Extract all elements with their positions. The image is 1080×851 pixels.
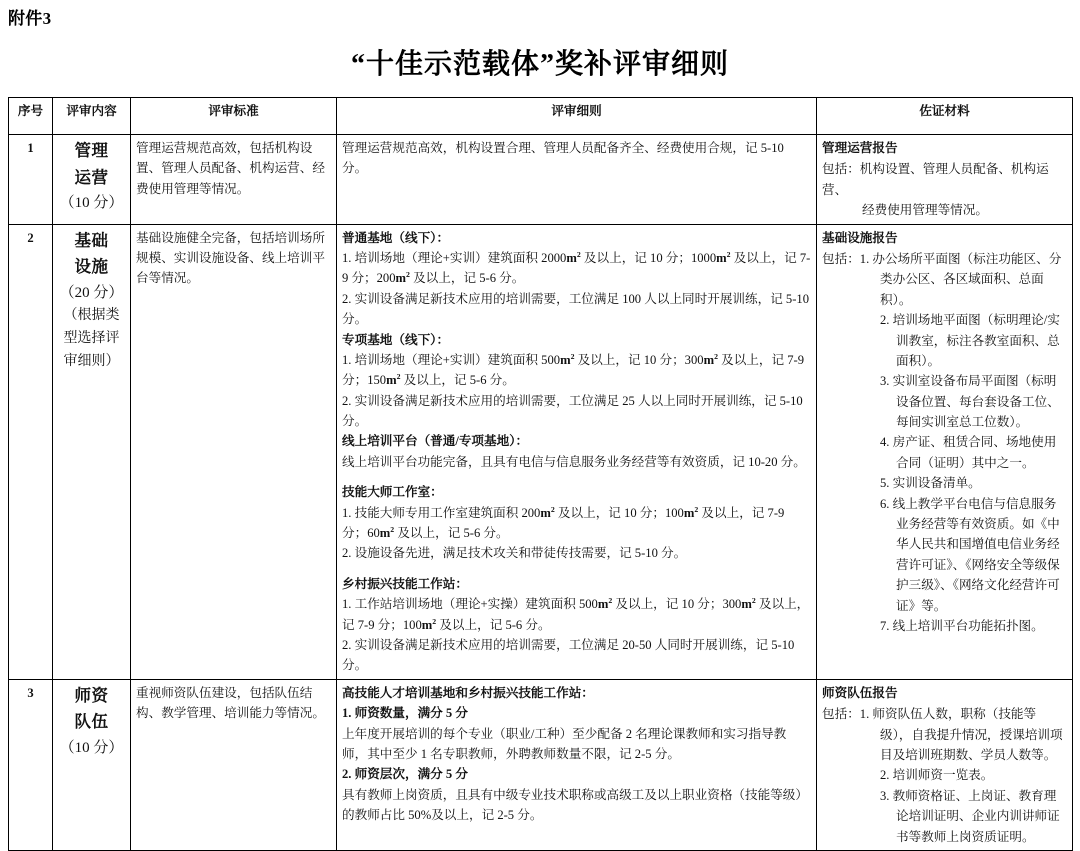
detail-section-heading: 高技能人才培训基地和乡村振兴技能工作站： (342, 685, 594, 700)
detail-line: 2. 实训设备满足新技术应用的培训需要，工位满足 25 人以上同时开展训练，记 5-10 分。 (342, 393, 803, 429)
detail-section-heading: 1. 师资数量，满分 5 分 (342, 706, 468, 721)
evidence-prefix: 包括： (822, 707, 860, 722)
column-header-seq: 序号 (9, 98, 53, 135)
row-detail (337, 135, 817, 225)
row-criteria: 基础设施健全完备，包括培训场所规模、实训设施设备、线上培训平台等情况。 (131, 224, 337, 679)
row-item-name-line1: 师资 (74, 685, 109, 705)
evidence-title: 管理运营报告 (822, 141, 898, 155)
detail-line: 上年度开展培训的每个专业（职业/工种）至少配备 2 名理论课教师和实习指导教师，其中至少 1 名专职教师，外聘教师数量不限，记 2-5 分。 (342, 726, 787, 761)
detail-line: 具有教师上岗资质，且具有中级专业技术职称或高级工及以上职业资格（技能等级）的教师占比 50%及以上，记 2-5 分。 (342, 787, 808, 823)
evidence-title: 师资队伍报告 (822, 685, 898, 700)
evidence-item: 7. 线上培训平台功能拓扑图。 (880, 618, 1044, 633)
row-seq: 3 (9, 679, 53, 850)
row-item-name-line2: 运营 (74, 167, 109, 187)
detail-line: 管理运营规范高效，机构设置合理、管理人员配备齐全、经费使用合规，记 5-10 分。 (342, 141, 784, 176)
column-header-item: 评审内容 (53, 98, 131, 135)
table-row (9, 679, 1073, 850)
table-row (9, 135, 1073, 225)
evidence-item: 2. 培训师资一览表。 (880, 768, 994, 783)
evidence-item: 2. 培训场地平面图（标明理论/实训教室，标注各教室面积、总面积）。 (880, 313, 1060, 368)
evaluation-rules-table (8, 97, 1073, 851)
row-evidence (817, 224, 1073, 679)
row-detail (337, 679, 817, 850)
detail-line: 1. 技能大师专用工作室建筑面积 $200m^2$ 及以上，记 10 分；$100m^2$ 及以上，记 7-9 分；$60m^2$ 及以上，记 5-6 分。 (342, 504, 785, 541)
evidence-item: 包括：1. 办公场所平面图（标注功能区、分类办公区、各区域面积、总面积）。 (822, 251, 1062, 307)
detail-line: 1. 培训场地（理论+实训）建筑面积 $2000m^2$ 及以上，记 10 分；$1000m^2$ 及以上，记 7-9 分；$200m^2$ 及以上，记 5-6 分。 (342, 249, 811, 286)
evidence-item: 5. 实训设备清单。 (880, 476, 981, 491)
evidence-item: 包括：1. 师资队伍人数，职称（技能等级），自我提升情况，授课培训项目及培训班期数、学员人数等。 (822, 707, 1063, 762)
table-header-row (9, 98, 1073, 135)
column-header-detail: 评审细则 (337, 98, 817, 135)
column-header-evidence: 佐证材料 (817, 98, 1073, 135)
row-item-score: （10 分） (59, 740, 124, 757)
row-item-name-line2: 设施 (74, 257, 109, 277)
row-item (53, 679, 131, 850)
table-header (9, 98, 1073, 135)
row-seq: 2 (9, 224, 53, 679)
section-spacer (342, 564, 811, 574)
row-evidence (817, 135, 1073, 225)
detail-section-heading: 技能大师工作室： (342, 485, 443, 500)
detail-line: 2. 设施设备先进，满足技术攻关和带徒传技需要，记 5-10 分。 (342, 546, 687, 561)
row-item-note: （根据类型选择评审细则） (63, 308, 120, 369)
detail-line: 2. 实训设备满足新技术应用的培训需要，工位满足 100 人以上同时开展训练，记 5-10 分。 (342, 291, 810, 327)
row-seq: 1 (9, 135, 53, 225)
evidence-title: 基础设施报告 (822, 230, 898, 245)
row-item (53, 135, 131, 225)
evidence-intro-cont: 经费使用管理等情况。 (862, 203, 988, 218)
row-detail (337, 224, 817, 679)
detail-line: 1. 培训场地（理论+实训）建筑面积 $500m^2$ 及以上，记 10 分；$300m^2$ 及以上，记 7-9 分；$150m^2$ 及以上，记 5-6 分。 (342, 351, 805, 388)
row-item-score: （10 分） (59, 195, 124, 212)
detail-section-heading: 普通基地（线下）： (342, 230, 450, 245)
evidence-prefix: 包括： (822, 251, 860, 266)
evidence-item: 6. 线上教学平台电信与信息服务业务经营等有效资质。如《中华人民共和国增值电信业务经营许可证》、《网络安全等级保护三级》、《网络文化经营许可证》等。 (880, 496, 1060, 613)
row-item-name-line1: 管理 (74, 141, 109, 160)
page-title: “十佳示范载体”奖补评审细则 (350, 49, 729, 80)
evidence-list (822, 249, 1067, 636)
evidence-item: 3. 实训室设备布局平面图（标明设备位置、每台套设备工位、每间实训室总工位数）。 (880, 374, 1060, 430)
evidence-intro: 包括：机构设置、管理人员配备、机构运营、 (822, 162, 1049, 197)
row-item-name-line2: 队伍 (74, 712, 109, 732)
row-criteria: 管理运营规范高效，包括机构设置、管理人员配备、机构运营、经费使用管理等情况。 (131, 135, 337, 225)
row-evidence (817, 679, 1073, 850)
detail-section-heading: 2. 师资层次，满分 5 分 (342, 767, 468, 782)
evidence-item: 4. 房产证、租赁合同、场地使用合同（证明）其中之一。 (880, 435, 1057, 470)
detail-line: 1. 工作站培训场地（理论+实操）建筑面积 $500m^2$ 及以上，记 10 分；$300m^2$ 及以上，记 7-9 分；$100m^2$ 及以上，记 5-6 分。 (342, 596, 810, 632)
section-spacer (342, 472, 811, 482)
evidence-item: 3. 教师资格证、上岗证、教育理论培训证明、企业内训讲师证书等教师上岗资质证明。 (880, 788, 1060, 844)
column-header-criteria: 评审标准 (131, 98, 337, 135)
detail-line: 线上培训平台功能完备，且具有电信与信息服务业务经营等有效资质，记 10-20 分。 (342, 454, 806, 469)
row-item-name-line1: 基础 (74, 230, 109, 250)
attachment-label: 附件3 (8, 9, 52, 28)
table-row (9, 224, 1073, 679)
evidence-list (822, 704, 1067, 847)
detail-section-heading: 乡村振兴技能工作站： (342, 576, 468, 591)
detail-section-heading: 专项基地（线下）： (342, 332, 450, 347)
detail-section-heading: 线上培训平台（普通/专项基地）： (342, 434, 529, 449)
row-item (53, 224, 131, 679)
row-criteria: 重视师资队伍建设，包括队伍结构、教学管理、培训能力等情况。 (131, 679, 337, 850)
row-item-score: （20 分） (59, 285, 124, 301)
detail-line: 2. 实训设备满足新技术应用的培训需要，工位满足 20-50 人同时开展训练，记 5-10 分。 (342, 637, 795, 673)
table-body (9, 135, 1073, 851)
